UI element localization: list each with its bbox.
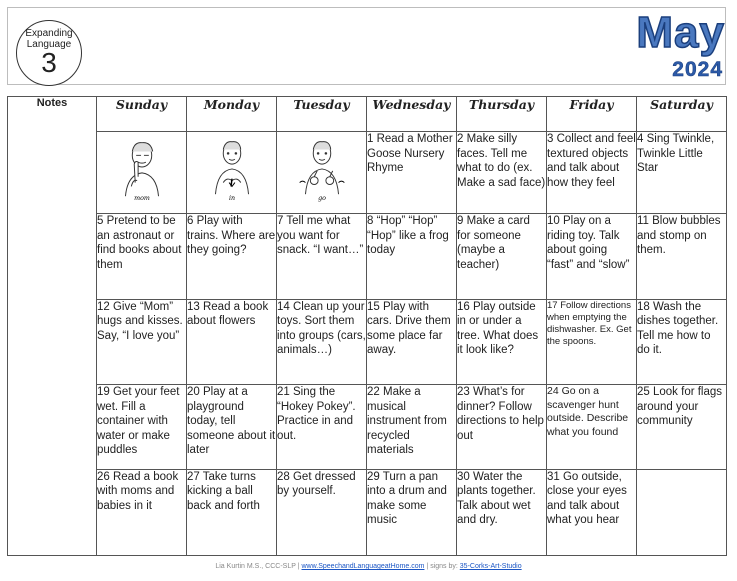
day-cell-20: 20 Play at a playground today, tell someone about it later [187,385,277,469]
sign-mom-icon [107,132,177,202]
day-cell-26: 26 Read a book with moms and babies in it [97,469,187,555]
footer [0,563,737,570]
sign-go-icon [287,132,357,202]
day-cell-27: 27 Take turns kicking a ball back and forth [187,469,277,555]
footer-signs-label: signs by: [430,563,458,570]
logo-line1: Expanding [25,28,73,39]
day-cell-14: 14 Clean up your toys. Sort them into groups (cars, animals…) [277,299,367,384]
day-cell-21: 21 Sing the “Hokey Pokey”. Practice in and out. [277,385,367,469]
day-header-monday: Monday [187,97,277,132]
day-cell-29: 29 Turn a pan into a drum and make some music [367,469,457,555]
program-logo [16,20,82,86]
month-title: May [636,8,725,57]
day-header-friday: Friday [547,97,637,132]
week-row-5 [8,469,727,555]
day-cell-13: 13 Read a book about flowers [187,299,277,384]
day-cell-17: 17 Follow directions when emptying the dishwasher. Ex. Get the spoons. [547,299,637,384]
day-cell-24: 24 Go on a scavenger hunt outside. Describe what you found [547,385,637,469]
day-cell-23: 23 What’s for dinner? Follow directions to help out [457,385,547,469]
day-cell-8: 8 “Hop” “Hop” “Hop” like a frog today [367,214,457,299]
day-cell-28: 28 Get dressed by yourself. [277,469,367,555]
logo-number: 3 [41,47,57,78]
day-header-sunday: Sunday [97,97,187,132]
day-cell-12: 12 Give “Mom” hugs and kisses. Say, “I love you” [97,299,187,384]
logo-line2: Language [26,39,72,50]
sign-in-icon [197,132,267,202]
sign-label-go: go [317,195,326,203]
notes-label: Notes [36,97,68,109]
day-cell-16: 16 Play outside in or under a tree. What does it look like? [457,299,547,384]
day-cell-18: 18 Wash the dishes together. Tell me how to do it. [637,299,727,384]
sign-cell-in [187,132,277,214]
day-header-row [8,97,727,132]
day-cell-4: 4 Sing Twinkle, Twinkle Little Star [637,132,727,214]
day-cell-10: 10 Play on a riding toy. Talk about going “fast” and “slow” [547,214,637,299]
day-cell-11: 11 Blow bubbles and stomp on them. [637,214,727,299]
day-cell-5: 5 Pretend to be an astronaut or find books about them [97,214,187,299]
week-row-4 [8,385,727,469]
day-cell-2: 2 Make silly faces. Tell me what to do (ex. Make a sad face) [457,132,547,214]
notes-column [8,97,97,556]
year-title: 2024 [672,58,723,81]
day-cell-19: 19 Get your feet wet. Fill a container with water or make puddles [97,385,187,469]
footer-author: Lia Kurtin M.S., CCC-SLP [215,563,296,570]
sign-cell-mom [97,132,187,214]
day-cell-1: 1 Read a Mother Goose Nursery Rhyme [367,132,457,214]
day-cell-31: 31 Go outside, close your eyes and talk about what you hear [547,469,637,555]
day-header-thursday: Thursday [457,97,547,132]
day-cell-empty [637,469,727,555]
day-cell-3: 3 Collect and feel textured objects and talk about how they feel [547,132,637,214]
week-row-3 [8,299,727,384]
day-cell-30: 30 Water the plants together. Talk about wet and dry. [457,469,547,555]
header-box [7,7,726,85]
day-cell-25: 25 Look for flags around your community [637,385,727,469]
signs-credit-link[interactable]: 35-Corks-Art-Studio [459,563,522,570]
day-cell-22: 22 Make a musical instrument from recycled materials [367,385,457,469]
week-row-2 [8,214,727,299]
sign-label-mom: mom [133,195,150,203]
day-cell-9: 9 Make a card for someone (maybe a teacher) [457,214,547,299]
day-cell-15: 15 Play with cars. Drive them some place far away. [367,299,457,384]
week-row-1 [8,132,727,214]
sign-cell-go [277,132,367,214]
day-cell-7: 7 Tell me what you want for snack. “I want…” [277,214,367,299]
calendar-table [7,96,727,556]
sign-label-in: in [228,195,235,203]
day-header-wednesday: Wednesday [367,97,457,132]
day-header-tuesday: Tuesday [277,97,367,132]
footer-separator: | [297,563,300,570]
footer-separator: | [426,563,429,570]
website-link[interactable]: www.SpeechandLanguageatHome.com [301,563,425,570]
day-header-saturday: Saturday [637,97,727,132]
day-cell-6: 6 Play with trains. Where are they going? [187,214,277,299]
